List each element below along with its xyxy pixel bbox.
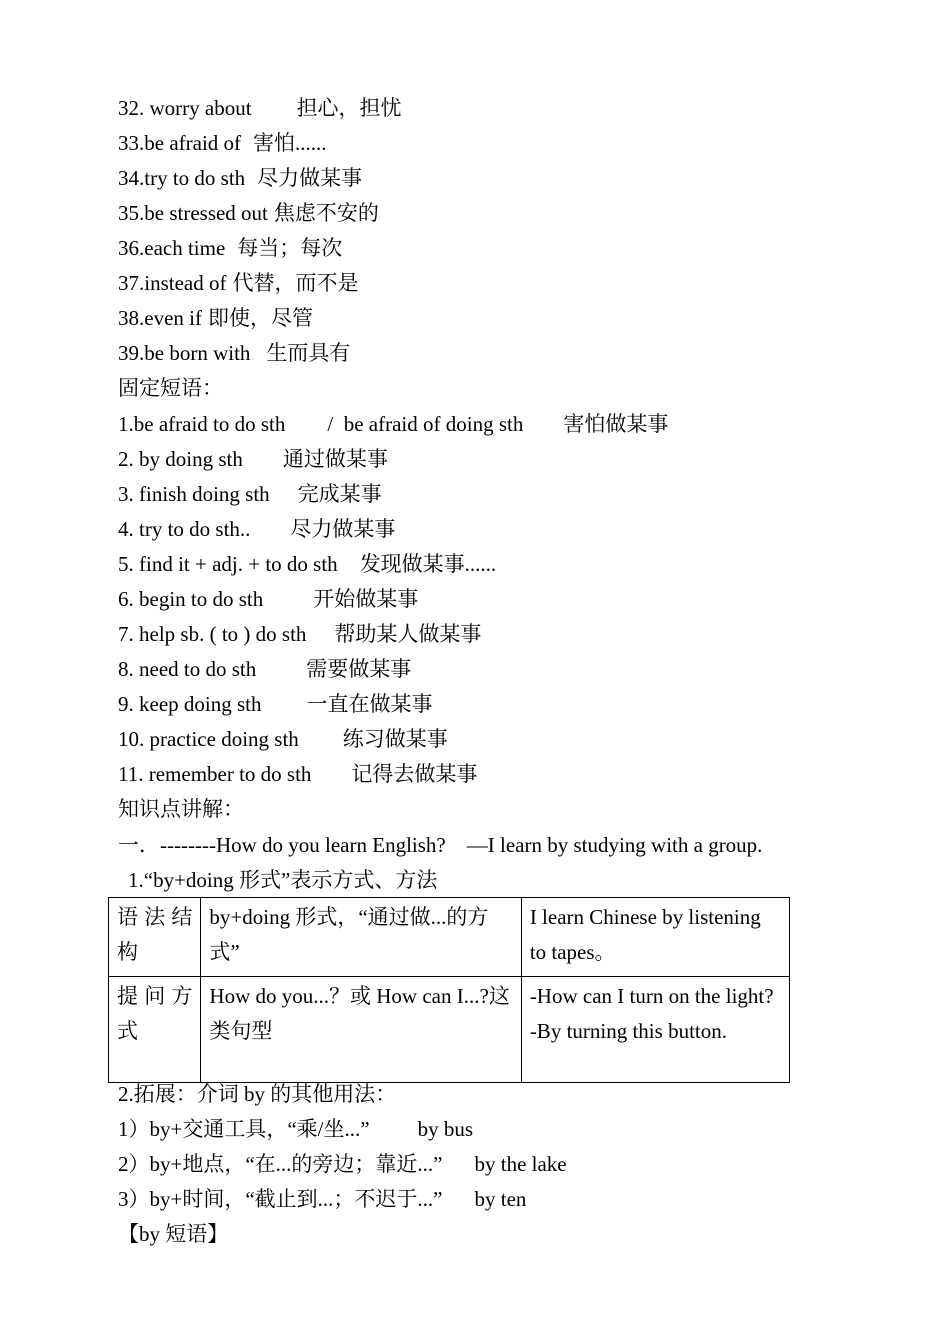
fixed-zh: 尽力做某事 — [290, 517, 396, 541]
by-phrases-heading: 【by 短语】 — [118, 1222, 229, 1246]
ext-desc: 3）by+时间，“截止到...；不迟于...” — [118, 1187, 443, 1211]
fixed-zh: 害怕做某事 — [563, 412, 669, 436]
fixed-phrase-10 — [118, 726, 448, 752]
fixed-phrase-5 — [118, 551, 496, 577]
table-row — [109, 898, 790, 977]
fixed-phrase-4 — [118, 516, 395, 542]
fixed-zh: 开始做某事 — [313, 587, 419, 611]
fixed-en: 2. by doing sth — [118, 447, 243, 471]
ext-example: by ten — [474, 1187, 527, 1211]
cell-text: 提问方式 — [117, 984, 193, 1043]
fixed-en: 7. help sb. ( to ) do sth — [118, 622, 307, 646]
phrase-en: 37.instead of — [118, 271, 227, 295]
table-cell-desc — [201, 977, 521, 1083]
phrase-en: 32. worry about — [118, 96, 252, 120]
fixed-phrase-11 — [118, 761, 477, 787]
fixed-en: 3. finish doing sth — [118, 482, 270, 506]
phrase-zh: 每当；每次 — [237, 236, 343, 260]
phrase-zh: 生而具有 — [266, 341, 351, 365]
fixed-phrases-heading: 固定短语： — [118, 376, 223, 400]
ext-desc: 2）by+地点，“在...的旁边；靠近...” — [118, 1152, 443, 1176]
phrase-zh: 代替，而不是 — [232, 271, 359, 295]
fixed-phrase-8 — [118, 656, 411, 682]
cell-text: How do you...？或 How can I...?这类句型 — [209, 984, 510, 1043]
table-row — [109, 977, 790, 1083]
fixed-zh: 通过做某事 — [282, 447, 388, 471]
extension-heading: 2.拓展：介词 by 的其他用法： — [118, 1082, 397, 1106]
grammar-table — [108, 897, 790, 1083]
fixed-zh: 帮助某人做某事 — [334, 622, 482, 646]
knowledge-heading: 知识点讲解： — [118, 797, 244, 821]
phrase-zh: 焦虑不安的 — [273, 201, 379, 225]
phrase-33 — [118, 130, 327, 156]
fixed-zh: 记得去做某事 — [351, 762, 478, 786]
phrase-en: 36.each time — [118, 236, 226, 260]
fixed-zh: 发现做某事...... — [359, 552, 497, 576]
fixed-phrase-7 — [118, 621, 481, 647]
table-cell-label — [109, 977, 201, 1083]
fixed-phrase-6 — [118, 586, 418, 612]
cell-text: -How can I turn on the light? — [529, 984, 774, 1008]
phrase-en: 34.try to do sth — [118, 166, 246, 190]
phrase-39 — [118, 340, 350, 366]
fixed-phrase-9 — [118, 691, 432, 717]
cell-text: 语法结构 — [117, 905, 193, 964]
phrase-en: 35.be stressed out — [118, 201, 268, 225]
extension-item-1 — [118, 1116, 473, 1142]
phrase-38 — [118, 305, 313, 331]
fixed-phrase-3 — [118, 481, 382, 507]
fixed-zh: 完成某事 — [297, 482, 382, 506]
ext-desc: 1）by+交通工具，“乘/坐...” — [118, 1117, 370, 1141]
fixed-en: 4. try to do sth.. — [118, 517, 251, 541]
fixed-en: 11. remember to do sth — [118, 762, 312, 786]
cell-text: by+doing 形式，“通过做...的方式” — [209, 905, 489, 964]
table-cell-desc — [201, 898, 521, 977]
point-1-subtitle: 1.“by+doing 形式”表示方式、方法 — [128, 868, 438, 892]
phrase-en: 33.be afraid of — [118, 131, 242, 155]
fixed-en: 10. practice doing sth — [118, 727, 299, 751]
phrase-37 — [118, 270, 358, 296]
point-1-title: 一．--------How do you learn English? —I learn by studying with a group. — [118, 833, 763, 857]
phrase-en: 39.be born with — [118, 341, 251, 365]
ext-example: by the lake — [474, 1152, 567, 1176]
fixed-phrase-1 — [118, 411, 668, 437]
fixed-alt: / be afraid of doing sth — [327, 412, 524, 436]
phrase-zh: 尽力做某事 — [257, 166, 363, 190]
table-cell-example — [521, 898, 789, 977]
table-cell-example — [521, 977, 789, 1083]
fixed-phrase-2 — [118, 446, 388, 472]
fixed-zh: 练习做某事 — [342, 727, 448, 751]
phrase-zh: 担心，担忧 — [296, 96, 402, 120]
extension-item-3 — [118, 1186, 526, 1212]
phrase-35 — [118, 200, 379, 226]
extension-item-2 — [118, 1151, 567, 1177]
table-cell-label — [109, 898, 201, 977]
fixed-en: 8. need to do sth — [118, 657, 257, 681]
fixed-en: 1.be afraid to do sth — [118, 412, 286, 436]
phrase-zh: 即使，尽管 — [207, 306, 313, 330]
phrase-34 — [118, 165, 362, 191]
phrase-en: 38.even if — [118, 306, 202, 330]
cell-text: -By turning this button. — [529, 1019, 727, 1043]
fixed-zh: 需要做某事 — [306, 657, 412, 681]
ext-example: by bus — [417, 1117, 474, 1141]
fixed-en: 5. find it + adj. + to do sth — [118, 552, 338, 576]
fixed-en: 9. keep doing sth — [118, 692, 262, 716]
phrase-zh: 害怕...... — [253, 131, 327, 155]
fixed-en: 6. begin to do sth — [118, 587, 264, 611]
phrase-32 — [118, 95, 402, 121]
cell-text: I learn Chinese by listening to tapes。 — [529, 905, 761, 964]
fixed-zh: 一直在做某事 — [306, 692, 433, 716]
phrase-36 — [118, 235, 342, 261]
